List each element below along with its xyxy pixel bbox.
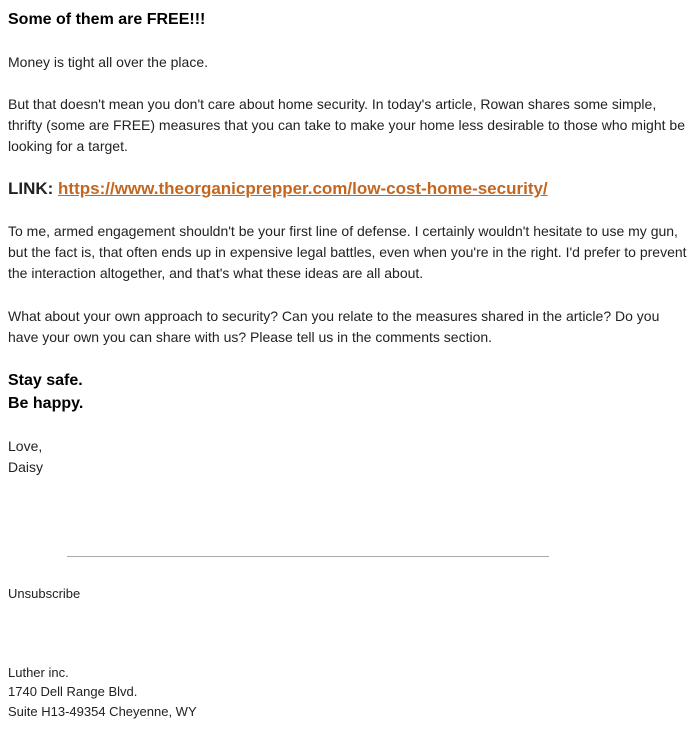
footer-divider: [67, 556, 549, 557]
paragraph-armed-engagement: To me, armed engagement shouldn't be your first line of defense. I certainly wouldn't hesitate to use my gun, but the fact is, that often ends up in expensive legal battles, even when you're in the right. I'd prefer to prevent the interaction altogether, and that's what these ideas are all about.: [8, 223, 687, 281]
address-street: 1740 Dell Range Blvd.: [8, 684, 138, 699]
address-company: Luther inc.: [8, 665, 69, 680]
address-suite-city: Suite H13-49354 Cheyenne, WY: [8, 704, 197, 719]
article-link[interactable]: https://www.theorganicprepper.com/low-cost-home-security/: [58, 179, 548, 198]
email-heading: Some of them are FREE!!!: [8, 11, 206, 28]
article-link-line: [8, 177, 548, 201]
unsubscribe-link[interactable]: Unsubscribe: [8, 586, 81, 601]
signoff-stay-safe: Stay safe.: [8, 372, 83, 389]
link-label: LINK:: [8, 179, 59, 198]
paragraph-home-security: But that doesn't mean you don't care about home security. In today's article, Rowan shares some simple, thrifty (some are FREE) measures that you can take to make your home less desirable to those who might be looking for a target.: [8, 96, 685, 154]
closing-love: Love,: [8, 438, 43, 454]
paragraph-question: What about your own approach to security? Can you relate to the measures shared in the article? Do you have your own you can share with us? Please tell us in the comments section.: [8, 308, 660, 345]
paragraph-money-tight: Money is tight all over the place.: [8, 54, 208, 70]
signoff-be-happy: Be happy.: [8, 395, 84, 412]
closing-signature: Daisy: [8, 459, 44, 475]
